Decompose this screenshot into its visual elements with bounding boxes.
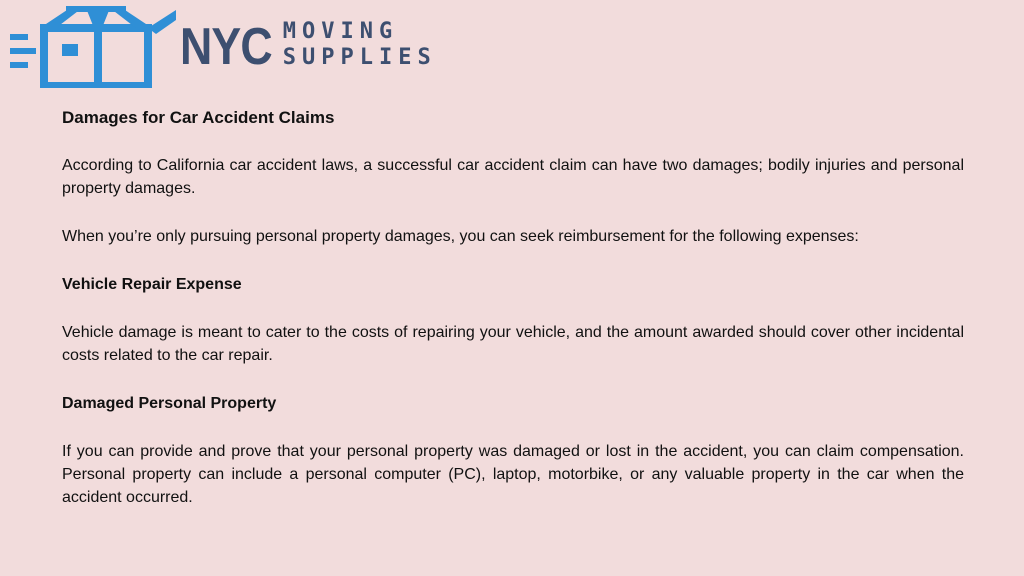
box-logo-icon: [10, 6, 176, 88]
section-heading-personal-property: Damaged Personal Property: [62, 395, 277, 412]
article: [62, 106, 964, 534]
article-title: Damages for Car Accident Claims: [62, 108, 335, 127]
brand-wordmark: [180, 6, 437, 88]
brand-line-1: MOVING: [282, 19, 399, 44]
lead-paragraph: When you’re only pursuing personal property damages, you can seek reimbursement for the following expenses:: [62, 228, 859, 245]
intro-paragraph: According to California car accident laws, a successful car accident claim can have two damages; bodily injuries and personal property damages.: [62, 157, 964, 197]
section-body-personal-property: If you can provide and prove that your personal property was damaged or lost in the accident, you can claim compensation. Personal property can include a personal computer (PC), laptop, motorbike, or any valuable property in the car when the accident occurred.: [62, 443, 964, 506]
brand-line-2: SUPPLIES: [282, 45, 437, 70]
brand-logo[interactable]: [10, 6, 437, 88]
section-body-vehicle-repair: Vehicle damage is meant to cater to the costs of repairing your vehicle, and the amount awarded should cover other incidental costs related to the car repair.: [62, 324, 964, 364]
section-heading-vehicle-repair: Vehicle Repair Expense: [62, 276, 242, 293]
brand-name: NYC: [180, 18, 272, 76]
brand-tagline: [283, 21, 437, 73]
